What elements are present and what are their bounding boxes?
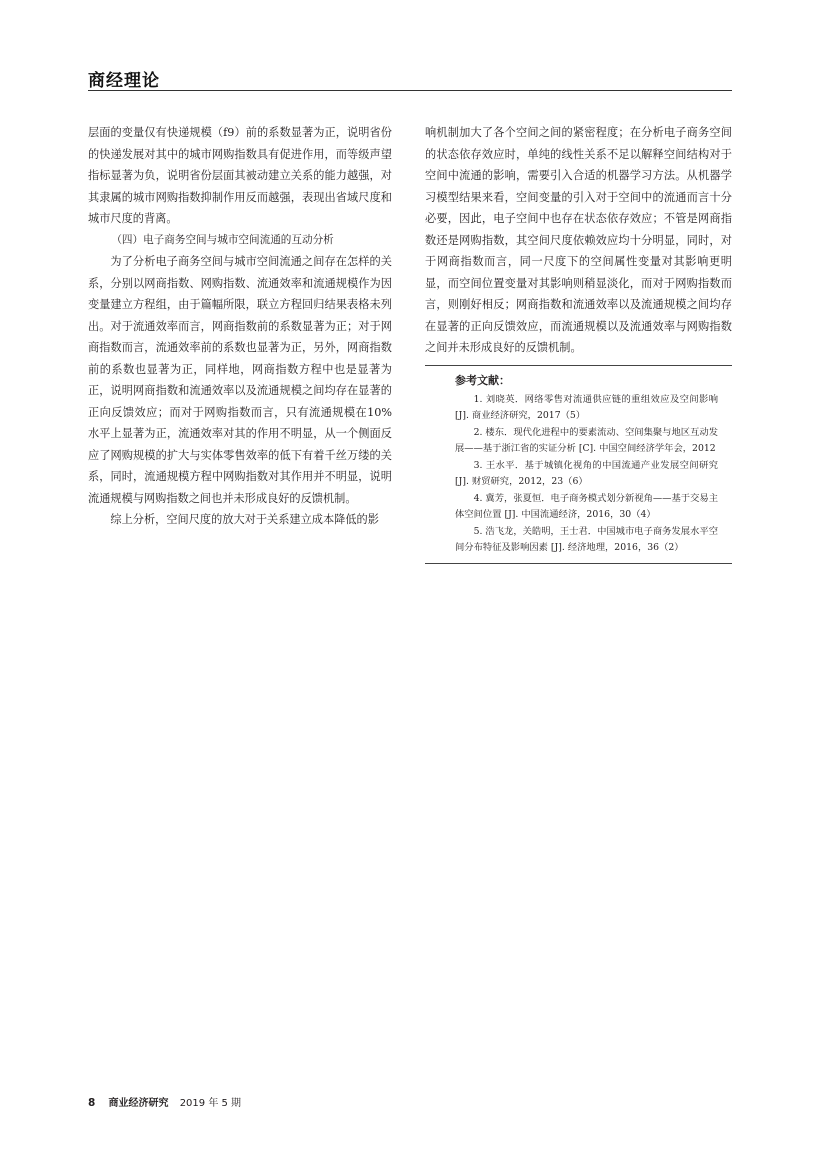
reference-item: 2. 楼东．现代化进程中的要素流动、空间集聚与地区互动发展——基于浙江省的实证分析 [C]. 中国空间经济学年会，2012 bbox=[455, 426, 718, 454]
paragraph: 综上分析，空间尺度的放大对于关系建立成本降低的影 bbox=[110, 513, 379, 526]
journal-name: 商业经济研究 bbox=[108, 1098, 169, 1109]
page-footer bbox=[88, 1094, 241, 1109]
reference-item: 3. 王水平．基于城镇化视角的中国流通产业发展空间研究 [J]. 财贸研究，2012，23（6） bbox=[455, 459, 718, 487]
reference-item: 4. 冀芳，张夏恒．电子商务模式划分新视角——基于交易主体空间位置 [J]. 中国流通经济，2016，30（4） bbox=[455, 492, 718, 520]
section-subheading: （四）电子商务空间与城市空间流通的互动分析 bbox=[111, 233, 334, 246]
paragraph: 层面的变量仅有快递规模（f9）前的系数显著为正，说明省份的快递发展对其中的城市网购指数具有促进作用，而等级声望指标显著为负，说明省份层面其被动建立关系的能力越强，对其隶属的城市网购指数抑制作用反而越强，表现出省域尺度和城市尺度的背离。 bbox=[88, 126, 392, 225]
page-number: 8 bbox=[88, 1097, 96, 1109]
paragraph: 响机制加大了各个空间之间的紧密程度；在分析电子商务空间的状态依存效应时，单纯的线性关系不足以解释空间结构对于空间中流通的影响，需要引入合适的机器学习方法。从机器学习模型结果来看，空间变量的引入对于空间中的流通而言十分必要，因此，电子空间中也存在状态依存效应；不管是网商指数还是网购指数，其空间尺度依赖效应均十分明显，同时，对于网商指数而言，同一尺度下的空间属性变量对其影响更明显，而空间位置变量对其影响则稍显淡化，而对于网购指数而言，则刚好相反；网商指数和流通效率以及流通规模之间均存在显著的正向反馈效应，而流通规模以及流通效率与网购指数之间并未形成良好的反馈机制。 bbox=[425, 126, 732, 354]
references-section bbox=[425, 365, 732, 564]
left-column bbox=[88, 122, 392, 531]
header-divider bbox=[88, 90, 732, 91]
references-title: 参考文献： bbox=[455, 373, 510, 387]
issue-label: 2019 年 5 期 bbox=[179, 1098, 242, 1109]
reference-item: 5. 浩飞龙，关皓明，王士君．中国城市电子商务发展水平空间分布特征及影响因素 [J]. 经济地理，2016，36（2） bbox=[455, 525, 718, 553]
section-header-title: 商经理论 bbox=[88, 71, 160, 91]
right-column bbox=[425, 122, 732, 564]
reference-item: 1. 刘晓英．网络零售对流通供应链的重组效应及空间影响 [J]. 商业经济研究，2017（5） bbox=[455, 393, 718, 421]
paragraph: 为了分析电子商务空间与城市空间流通之间存在怎样的关系，分别以网商指数、网购指数、流通效率和流通规模作为因变量建立方程组，由于篇幅所限，联立方程回归结果表格未列出。对于流通效率而言，网商指数前的系数显著为正；对于网商指数而言，流通效率前的系数也显著为正，另外，网商指数前的系数也显著为正，同样地，网商指数方程中也是显著为正，说明网商指数和流通效率以及流通规模之间均存在显著的正向反馈效应；而对于网购指数而言，只有流通规模在10%水平上显著为正，流通效率对其的作用不明显，从一个侧面反应了网购规模的扩大与实体零售效率的低下有着千丝万缕的关系，同时，流通规模方程中网购指数对其作用并不明显，说明流通规模与网购指数之间也并未形成良好的反馈机制。 bbox=[88, 255, 392, 505]
